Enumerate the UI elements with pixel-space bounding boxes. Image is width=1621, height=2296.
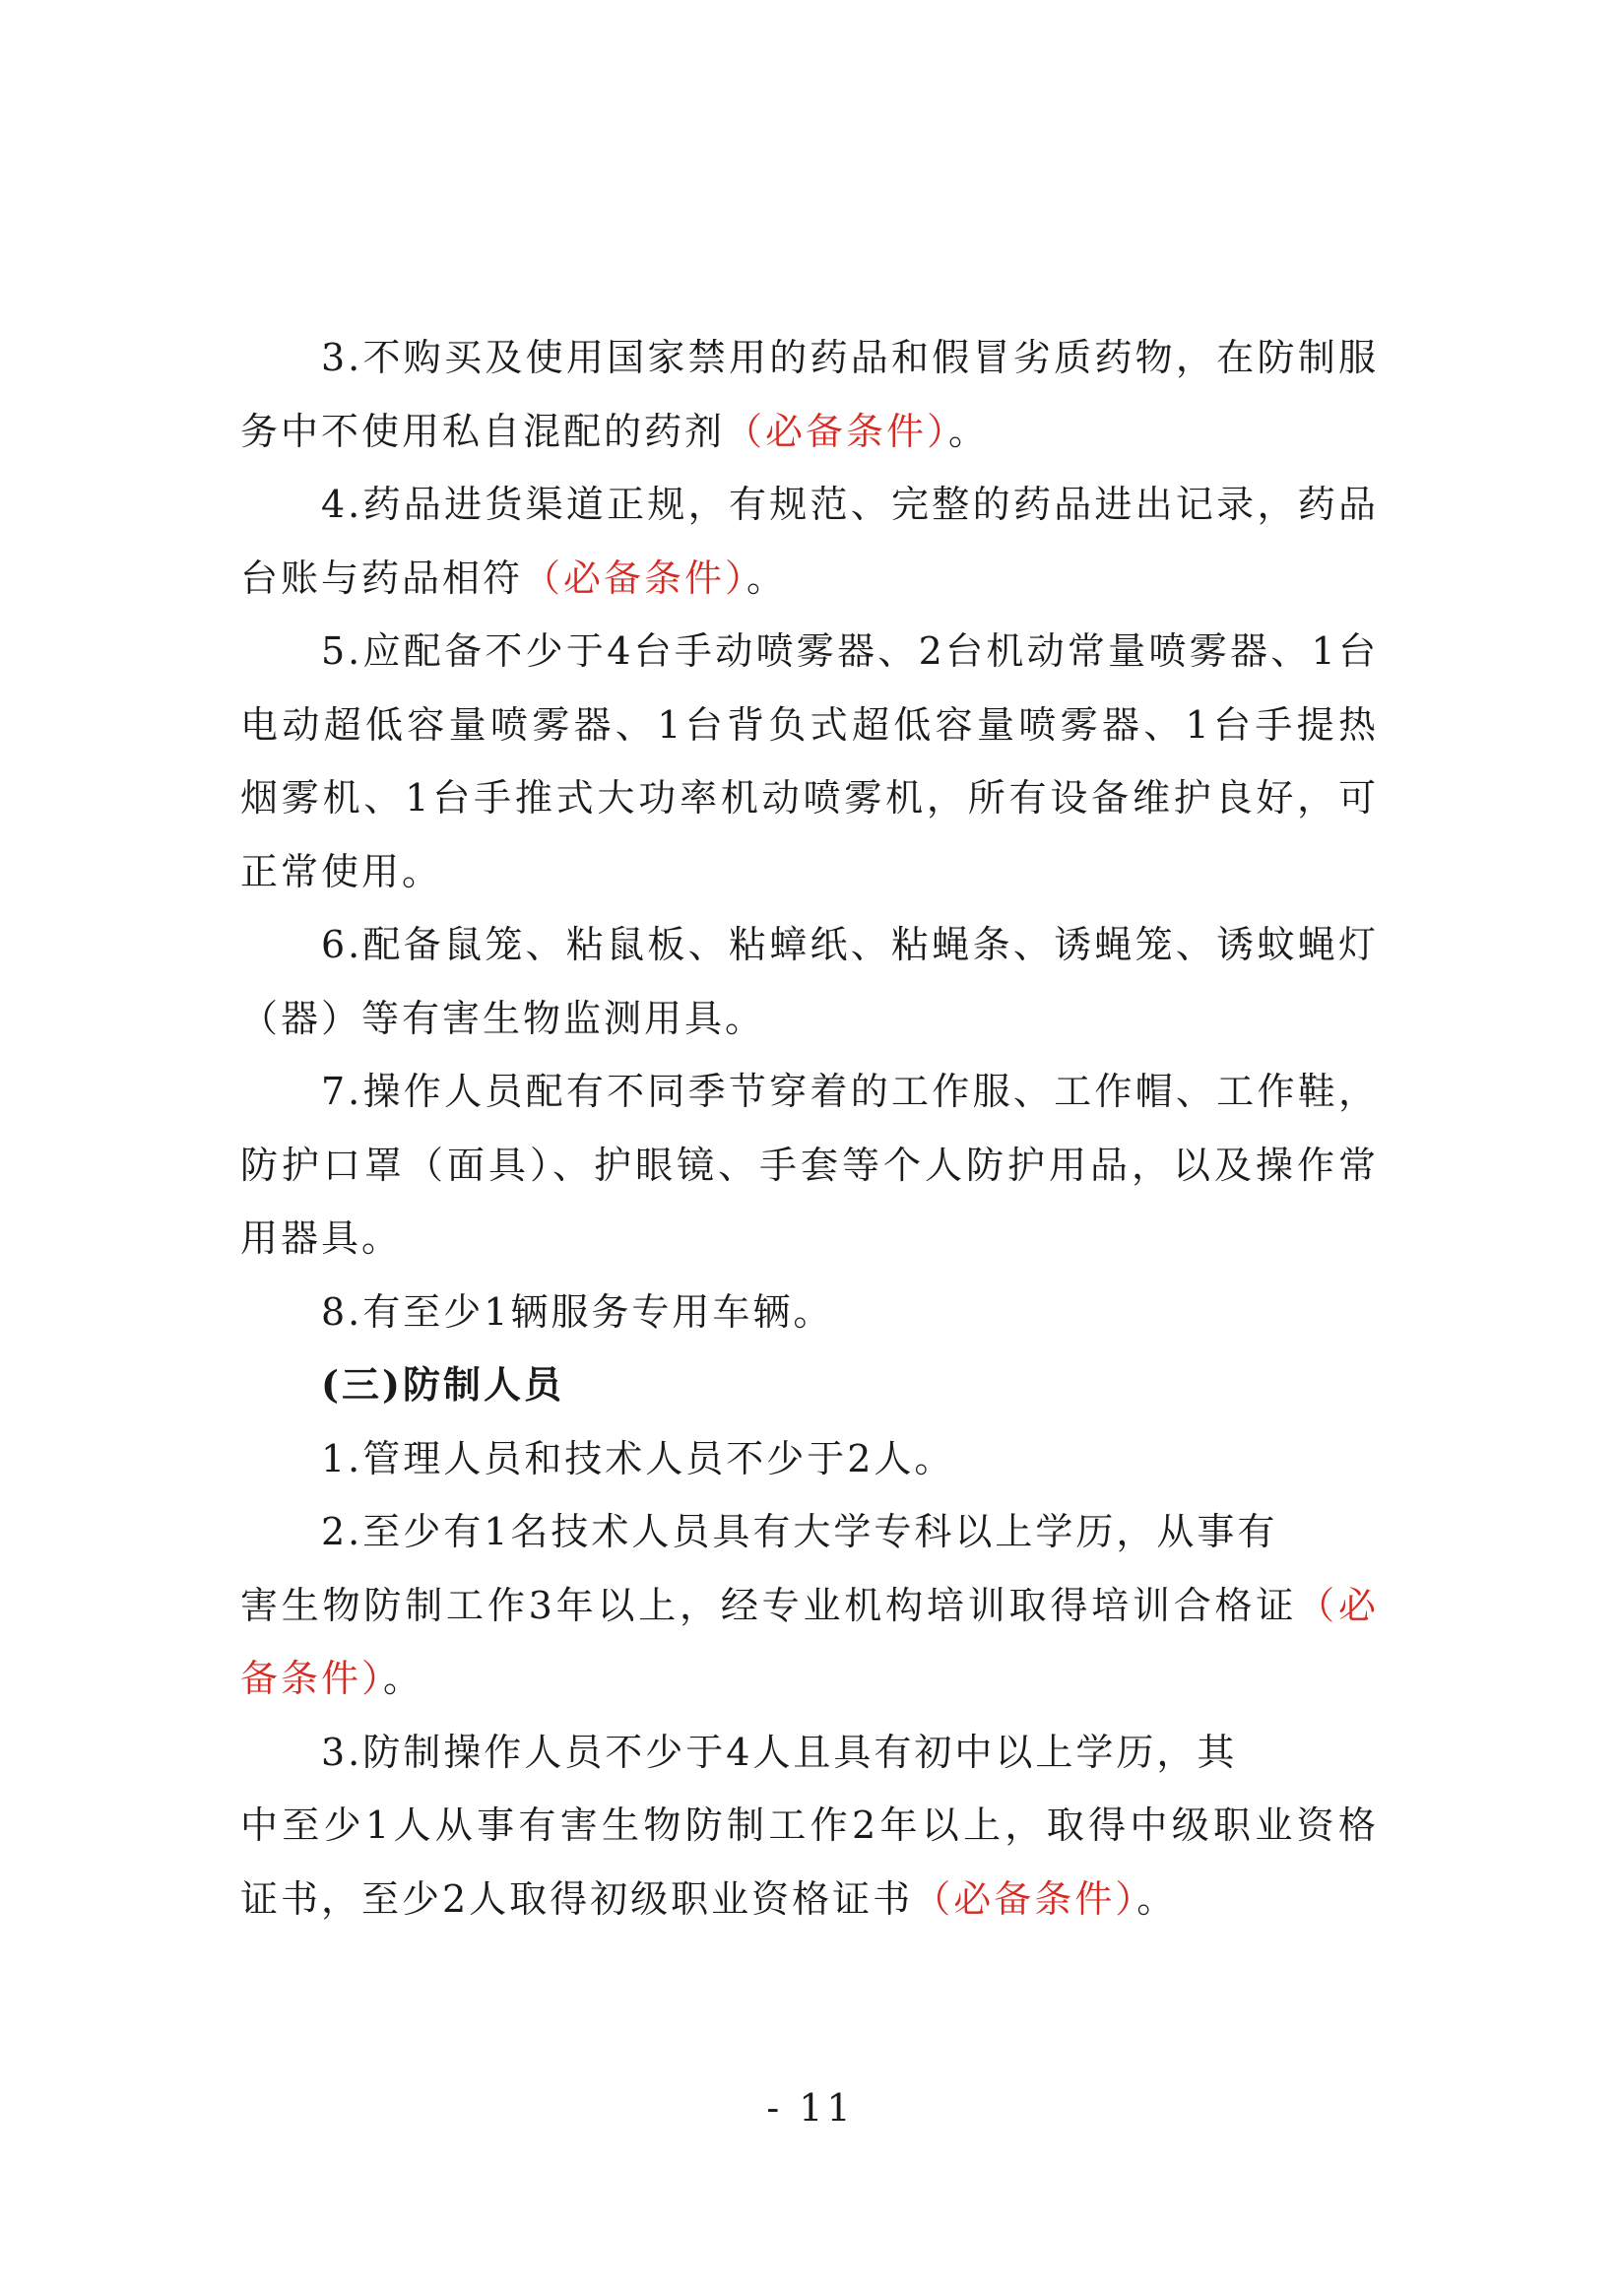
required-condition-label: （必备条件） <box>240 1583 1379 1700</box>
paragraph-text: 8.有至少1辆服务专用车辆。 <box>321 1289 834 1334</box>
paragraph-item-3 <box>240 321 1379 468</box>
paragraph-line: 2.至少有1名技术人员具有大学专科以上学历，从事有 <box>321 1510 1278 1553</box>
paragraph-staff-1 <box>240 1422 1379 1496</box>
required-condition-label: （必备条件） <box>523 556 747 600</box>
paragraph-item-6 <box>240 908 1379 1055</box>
paragraph-text: 中至少1人从事有害生物防制工作2年以上，取得中级职业资格证书，至少2人取得初级职业资格证书 <box>240 1804 1379 1921</box>
paragraph-text: 3.不购买及使用国家禁用的药品和假冒劣质药物，在防制服务中不使用私自混配的药剂 <box>240 336 1379 453</box>
section-heading <box>240 1348 1379 1422</box>
paragraph-text: 6.配备鼠笼、粘鼠板、粘蟑纸、粘蝇条、诱蝇笼、诱蚊蝇灯（器）等有害生物监测用具。 <box>240 923 1379 1040</box>
paragraph-line: 3.防制操作人员不少于4人且具有初中以上学历，其 <box>321 1730 1238 1774</box>
required-condition-label: （必备条件） <box>913 1876 1137 1921</box>
paragraph-end: 。 <box>1136 1876 1178 1921</box>
paragraph-item-4 <box>240 468 1379 615</box>
paragraph-text: 害生物防制工作3年以上，经专业机构培训取得培训合格证 <box>240 1583 1298 1627</box>
paragraph-end: 。 <box>948 409 990 453</box>
page-content <box>240 321 1379 1935</box>
paragraph-line <box>240 1789 1379 1935</box>
paragraph-item-8 <box>240 1276 1379 1349</box>
section-heading-text: (三)防制人员 <box>321 1362 564 1407</box>
paragraph-staff-3 <box>240 1716 1379 1936</box>
paragraph-text: 4.药品进货渠道正规，有规范、完整的药品进出记录，药品台账与药品相符 <box>240 483 1379 600</box>
required-condition-label: （必备条件） <box>725 409 949 453</box>
paragraph-end: 。 <box>383 1657 424 1700</box>
paragraph-staff-2 <box>240 1495 1379 1716</box>
paragraph-text: 5.应配备不少于4台手动喷雾器、2台机动常量喷雾器、1台电动超低容量喷雾器、1台背负式超低容量喷雾器、1台手提热烟雾机、1台手推式大功率机动喷雾机，所有设备维护良好，可正常使用。 <box>240 629 1379 893</box>
page-number: - 11 <box>766 2086 855 2130</box>
paragraph-line <box>240 1569 1379 1716</box>
paragraph-text: 7.操作人员配有不同季节穿着的工作服、工作帽、工作鞋，防护口罩（面具）、护眼镜、手套等个人防护用品，以及操作常用器具。 <box>240 1070 1379 1260</box>
paragraph-end: 。 <box>746 556 788 600</box>
paragraph-item-5 <box>240 615 1379 908</box>
paragraph-text: 1.管理人员和技术人员不少于2人。 <box>321 1436 955 1480</box>
paragraph-item-7 <box>240 1055 1379 1276</box>
